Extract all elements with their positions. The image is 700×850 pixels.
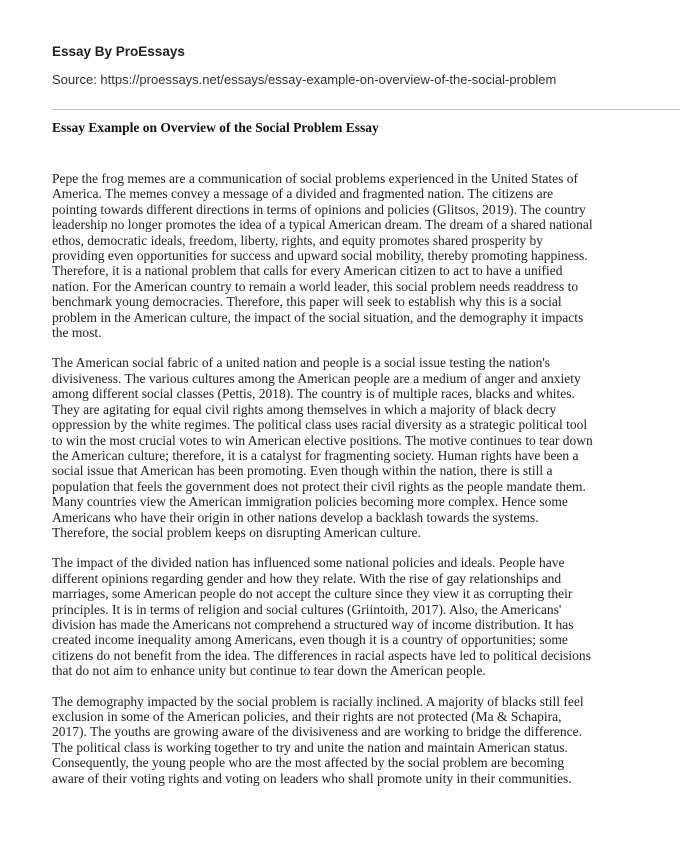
paragraph-line: different opinions regarding gender and how they relate. With the rise of gay relationships and — [52, 570, 562, 586]
paragraph-line: pointing towards different directions in terms of opinions and policies (Glitsos, 2019). The country — [52, 201, 586, 217]
paragraph-line: Many countries view the American immigration policies becoming more complex. Hence some — [52, 494, 568, 510]
paragraph-line: population that feels the government does not protect their civil rights as the people mandate them. — [52, 478, 586, 494]
paragraph-line: They are agitating for equal civil rights among themselves in which a majority of black decry — [52, 401, 557, 417]
paragraph-line: social issue that American has been promoting. Even though within the nation, there is still a — [52, 463, 553, 479]
paragraph-line: ethos, democratic ideals, freedom, liberty, rights, and equity promotes shared prosperity by — [52, 232, 543, 248]
paragraph-line: Therefore, it is a national problem that calls for every American citizen to act to have a unified — [52, 263, 563, 279]
paragraph-line: 2017). The youths are growing aware of the divisiveness and are working to bridge the difference. — [52, 724, 582, 740]
paragraph-line: The demography impacted by the social problem is racially inclined. A majority of blacks still feel — [52, 693, 584, 709]
paragraph-line: The impact of the divided nation has influenced some national policies and ideals. People have — [52, 555, 565, 571]
paragraph-line: divisiveness. The various cultures among the American people are a medium of anger and anxiety — [52, 370, 581, 386]
site-title: Essay By ProEssays — [52, 44, 185, 59]
essay-body — [52, 171, 682, 801]
essay-paragraph — [52, 355, 682, 540]
paragraph-line: leadership no longer promotes the idea of a typical American dream. The dream of a shared national — [52, 217, 593, 233]
paragraph-line: America. The memes convey a message of a divided and fragmented nation. The citizens are — [52, 186, 554, 202]
paragraph-line: oppression by the white regimes. The political class uses racial diversity as a strategic political tool — [52, 417, 588, 433]
paragraph-line: nation. For the American country to remain a world leader, this social problem needs readdress to — [52, 278, 579, 294]
paragraph-line: marriages, some American people do not accept the culture since they view it as corrupting their — [52, 586, 573, 602]
source-line: Source: https://proessays.net/essays/essay-example-on-overview-of-the-social-problem — [52, 72, 557, 87]
paragraph-line: the most. — [52, 325, 102, 341]
paragraph-line: among different social classes (Pettis, 2018). The country is of multiple races, blacks and whites. — [52, 386, 575, 402]
header-divider — [52, 109, 680, 110]
paragraph-line: division has made the Americans not comprehend a structured way of income distribution. It has — [52, 616, 574, 632]
paragraph-line: Americans who have their origin in other nations develop a backlash towards the systems. — [52, 509, 539, 525]
essay-title: Essay Example on Overview of the Social Problem Essay — [52, 120, 379, 135]
paragraph-line: Consequently, the young people who are the most affected by the social problem are becoming — [52, 755, 565, 771]
essay-paragraph — [52, 694, 682, 786]
paragraph-line: the American culture; therefore, it is a catalyst for fragmenting society. Human rights have been a — [52, 447, 579, 463]
paragraph-line: problem in the American culture, the impact of the social situation, and the demography it impacts — [52, 309, 584, 325]
paragraph-line: Therefore, the social problem keeps on disrupting American culture. — [52, 524, 421, 540]
paragraph-line: Pepe the frog memes are a communication of social problems experienced in the United States of — [52, 171, 578, 186]
paragraph-line: The American social fabric of a united nation and people is a social issue testing the nation's — [52, 355, 551, 371]
essay-paragraph — [52, 555, 682, 678]
paragraph-line: exclusion in some of the American policies, and their rights are not protected (Ma & Schapira, — [52, 709, 562, 724]
paragraph-line: The political class is working together to try and unite the nation and maintain American status. — [52, 739, 568, 755]
paragraph-line: principles. It is in terms of religion and social cultures (Griintoith, 2017). Also, the Americans' — [52, 601, 562, 617]
paragraph-line: providing even opportunities for success and upward social mobility, thereby promoting happiness. — [52, 248, 588, 264]
paragraph-line: aware of their voting rights and voting on leaders who shall promote unity in their communities. — [52, 770, 572, 786]
paragraph-line: benchmark young democracies. Therefore, this paper will seek to establish why this is a social — [52, 294, 562, 310]
essay-paragraph — [52, 171, 682, 340]
paragraph-line: citizens do not benefit from the idea. The differences in racial aspects have led to political decisions — [52, 647, 591, 663]
paragraph-line: to win the most crucial votes to win American elective positions. The motive continues to tear down — [52, 432, 593, 448]
paragraph-line: created income inequality among Americans, even though it is a country of opportunities; some — [52, 632, 568, 648]
paragraph-line: that do not aim to enhance unity but continue to tear down the American people. — [52, 663, 486, 679]
